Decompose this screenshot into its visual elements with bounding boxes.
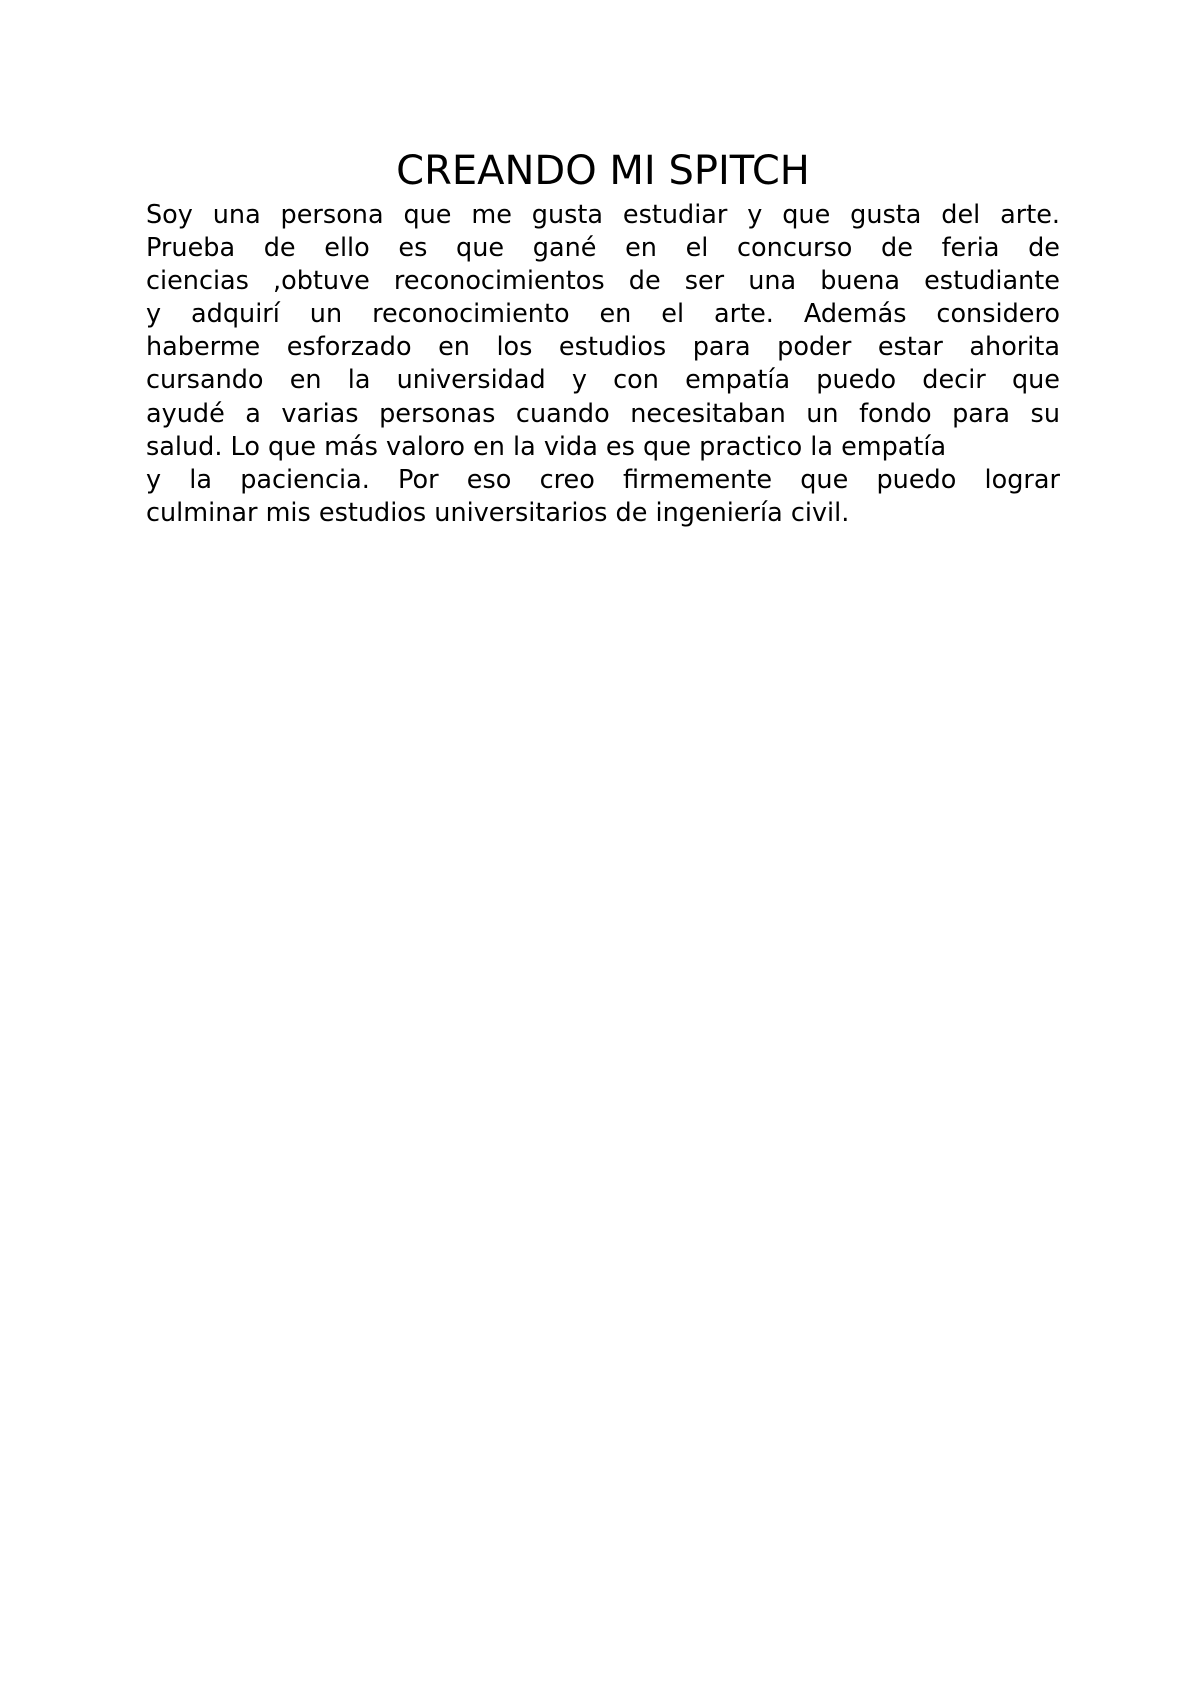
paragraph-line: Soy una persona que me gusta estudiar y que gusta del arte.: [146, 200, 1060, 230]
paragraph-line: y adquirí un reconocimiento en el arte. Además considero: [146, 299, 1060, 330]
paragraph-line: y la paciencia. Por eso creo firmemente que puedo lograr: [146, 464, 1060, 495]
paragraph-line: cursando en la universidad y con empatía puedo decir que: [146, 365, 1060, 396]
document-title: CREANDO MI SPITCH: [396, 148, 810, 194]
document-paragraph: [146, 199, 1060, 530]
paragraph-line: ciencias ,obtuve reconocimientos de ser una buena estudiante: [146, 266, 1060, 297]
paragraph-line: haberme esforzado en los estudios para poder estar ahorita: [146, 332, 1060, 363]
paragraph-line: ayudé a varias personas cuando necesitaban un fondo para su: [146, 398, 1060, 429]
paragraph-line: salud. Lo que más valoro en la vida es que practico la empatía: [146, 431, 947, 462]
paragraph-line: Prueba de ello es que gané en el concurso de feria de: [146, 233, 1060, 264]
paragraph-line: culminar mis estudios universitarios de ingeniería civil.: [146, 497, 850, 528]
